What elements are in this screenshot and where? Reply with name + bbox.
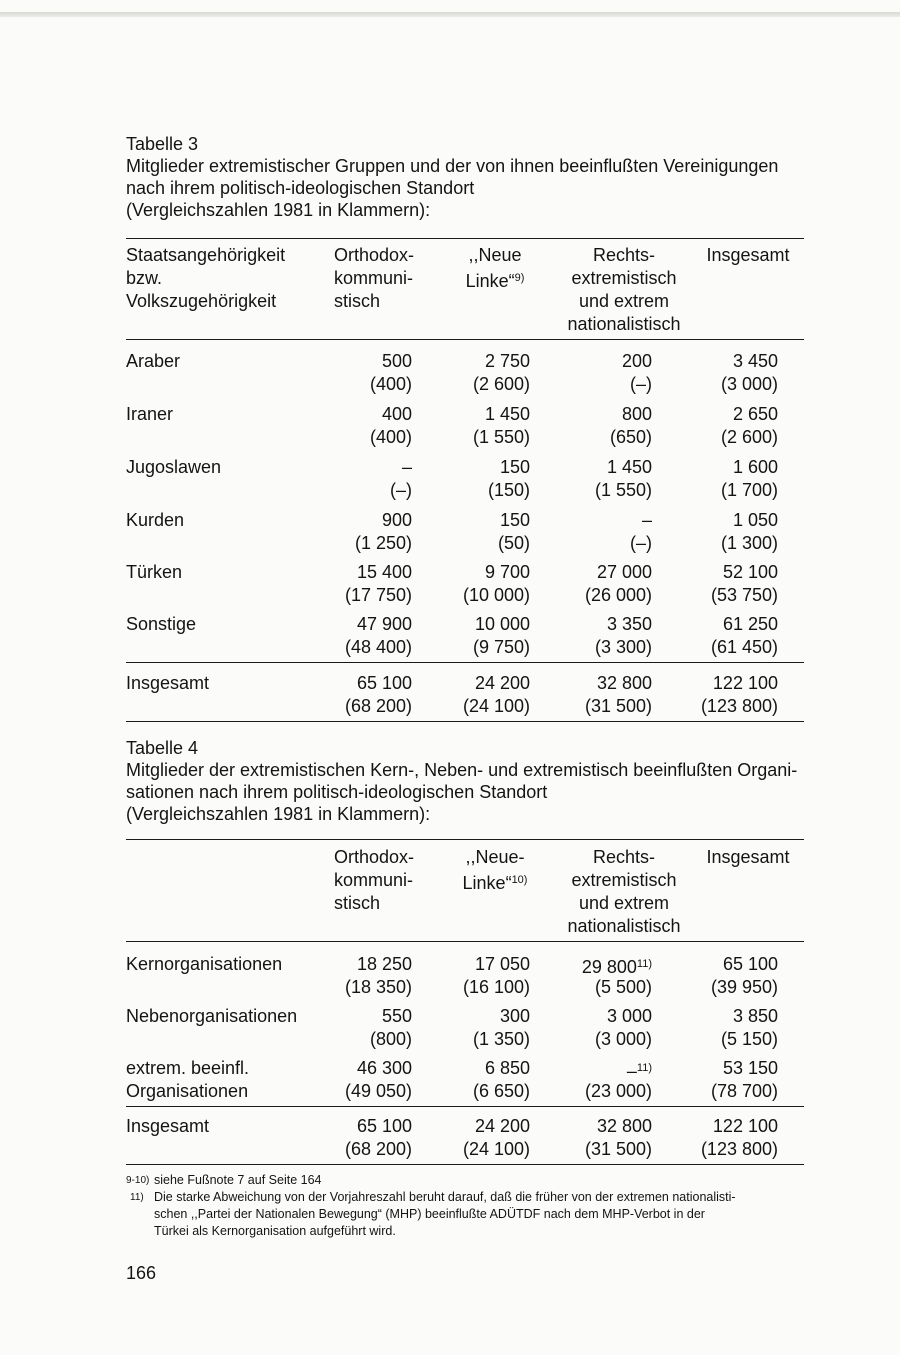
header-cell (440, 869, 550, 895)
total-value: 122 100 (712, 1116, 778, 1136)
header-cell: bzw. (126, 268, 163, 288)
footnotes (126, 1172, 806, 1240)
value-cell: 15 400 (356, 562, 412, 582)
table3-header-rule (126, 339, 804, 340)
total-value: 65 100 (356, 673, 412, 693)
value-cell: 800 (621, 404, 652, 424)
table3-title-line: Mitglieder extremistischer Gruppen und der von ihnen beeinflußten Vereinigungen (126, 156, 779, 176)
total-label: Insgesamt (126, 1116, 210, 1136)
value-cell: (5 500) (594, 977, 652, 997)
header-cell: extremistisch (571, 870, 677, 890)
row-label: Türken (126, 562, 183, 582)
value-cell: 65 100 (722, 954, 778, 974)
value-cell: 1 600 (732, 457, 778, 477)
value-cell: 2 650 (732, 404, 778, 424)
table3-caption (126, 133, 806, 221)
footnote-ref: 10) (511, 874, 528, 886)
table3-top-rule (126, 238, 804, 239)
value-cell: (2 600) (472, 374, 530, 394)
total-value: (31 500) (584, 1139, 652, 1159)
value-cell: 150 (499, 510, 530, 530)
value-cell: 500 (381, 351, 412, 371)
value-cell: 17 050 (474, 954, 530, 974)
table3-title-line: nach ihrem politisch-ideologischen Standort (126, 178, 475, 198)
value-cell: – (641, 510, 652, 530)
header-cell: Orthodox- (334, 847, 415, 867)
value-cell: (1 700) (720, 480, 778, 500)
header-cell: Staatsangehörigkeit (126, 245, 286, 265)
header-cell: und extrem (578, 291, 670, 311)
value-cell: (3 000) (720, 374, 778, 394)
table4-bottom-rule (126, 1164, 804, 1165)
value-cell: 53 150 (722, 1058, 778, 1078)
value-cell: (78 700) (710, 1081, 778, 1101)
footnote-mark: 11) (130, 1192, 144, 1203)
header-cell (440, 267, 550, 293)
total-label: Insgesamt (126, 673, 210, 693)
total-value: 32 800 (596, 1116, 652, 1136)
total-value: (24 100) (462, 1139, 530, 1159)
header-cell: extremistisch (571, 268, 677, 288)
value-cell: – (401, 457, 412, 477)
value-cell: 150 (499, 457, 530, 477)
table4-title-line: Mitglieder der extremistischen Kern-, Neben- und extremistisch beeinflußten Organi- (126, 760, 798, 780)
header-cell: Rechts- (592, 245, 655, 265)
value-cell: (10 000) (462, 585, 530, 605)
header-text: Linke“ (465, 271, 515, 291)
footnote-line: Türkei als Kernorganisation aufgeführt wird. (154, 1224, 396, 1238)
value-cell: (–) (390, 480, 412, 500)
value-cell: 3 350 (606, 614, 652, 634)
header-cell: Orthodox- (334, 245, 415, 265)
footnote-ref: 11) (636, 1062, 652, 1074)
footnote-line: Die starke Abweichung von der Vorjahreszahl beruht darauf, daß die früher von der extremen nationalisti- (154, 1190, 736, 1204)
value-cell: 200 (621, 351, 652, 371)
header-cell: Volkszugehörigkeit (126, 291, 277, 311)
footnote (126, 1189, 806, 1240)
value-cell: (1 550) (594, 480, 652, 500)
table4-title-line: sationen nach ihrem politisch-ideologischen Standort (126, 782, 548, 802)
value-cell: (650) (609, 427, 652, 447)
value-cell: (3 300) (594, 637, 652, 657)
table4-label: Tabelle 4 (126, 738, 199, 758)
value-cell: (39 950) (710, 977, 778, 997)
table3-title-line: (Vergleichszahlen 1981 in Klammern): (126, 200, 431, 220)
footnote (126, 1172, 806, 1189)
value-cell: 550 (381, 1006, 412, 1026)
row-label: extrem. beeinfl. (126, 1058, 250, 1078)
value-cell: (53 750) (710, 585, 778, 605)
table4-total-rule (126, 1106, 804, 1107)
header-cell: nationalistisch (567, 916, 681, 936)
value-cell: (400) (369, 374, 412, 394)
header-cell: stisch (334, 893, 381, 913)
value-cell: (5 150) (720, 1029, 778, 1049)
header-cell: stisch (334, 291, 381, 311)
total-value: 24 200 (474, 673, 530, 693)
value-cell: (17 750) (344, 585, 412, 605)
value-cell: (1 550) (472, 427, 530, 447)
table3-total-rule (126, 662, 804, 663)
value-cell: (3 000) (594, 1029, 652, 1049)
value-cell: (18 350) (344, 977, 412, 997)
value-cell: 47 900 (356, 614, 412, 634)
value-cell: (16 100) (462, 977, 530, 997)
row-label: Organisationen (126, 1081, 249, 1101)
value-cell: (800) (369, 1029, 412, 1049)
value-cell: 2 750 (484, 351, 530, 371)
value-cell: 27 000 (596, 562, 652, 582)
value-cell: 52 100 (722, 562, 778, 582)
value-cell: 18 250 (356, 954, 412, 974)
value-cell: (400) (369, 427, 412, 447)
value-cell: (1 250) (354, 533, 412, 553)
value-cell: 3 850 (732, 1006, 778, 1026)
value-cell: 6 850 (484, 1058, 530, 1078)
table3-bottom-rule (126, 721, 804, 722)
header-cell: kommuni- (334, 870, 414, 890)
header-cell: nationalistisch (567, 314, 681, 334)
value-cell: (–) (630, 533, 652, 553)
value-cell: (23 000) (584, 1081, 652, 1101)
value-cell: 1 450 (606, 457, 652, 477)
row-label: Araber (126, 351, 181, 371)
value-cell: 46 300 (356, 1058, 412, 1078)
value-cell: (48 400) (344, 637, 412, 657)
value-cell: (26 000) (584, 585, 652, 605)
value-cell: (9 750) (472, 637, 530, 657)
value-cell: 1 050 (732, 510, 778, 530)
value-cell: 3 450 (732, 351, 778, 371)
value-cell: (2 600) (720, 427, 778, 447)
value-cell: (1 300) (720, 533, 778, 553)
row-label: Sonstige (126, 614, 197, 634)
value-cell: 400 (381, 404, 412, 424)
value-cell: (150) (487, 480, 530, 500)
table4-caption (126, 737, 806, 825)
header-cell: und extrem (578, 893, 670, 913)
value-cell: (61 450) (710, 637, 778, 657)
value-cell: (–) (630, 374, 652, 394)
page-number: 166 (126, 1263, 157, 1283)
scan-edge (0, 12, 900, 17)
value-text: 29 800 (581, 957, 637, 977)
header-text: Linke“ (462, 873, 512, 893)
value-cell: (49 050) (344, 1081, 412, 1101)
total-value: (24 100) (462, 696, 530, 716)
table4-top-rule (126, 839, 804, 840)
total-value: 32 800 (596, 673, 652, 693)
total-value: (68 200) (344, 696, 412, 716)
header-cell: Rechts- (592, 847, 655, 867)
row-label: Kernorganisationen (126, 954, 283, 974)
table4-title-line: (Vergleichszahlen 1981 in Klammern): (126, 804, 431, 824)
footnote-line: siehe Fußnote 7 auf Seite 164 (154, 1173, 322, 1187)
value-cell: 300 (499, 1006, 530, 1026)
row-label: Kurden (126, 510, 185, 530)
total-value: (68 200) (344, 1139, 412, 1159)
row-label: Nebenorganisationen (126, 1006, 298, 1026)
value-cell: 61 250 (722, 614, 778, 634)
value-cell: (50) (497, 533, 530, 553)
value-cell: (1 350) (472, 1029, 530, 1049)
row-label: Iraner (126, 404, 174, 424)
footnote-mark: 9-10) (126, 1175, 150, 1186)
header-cell: Insgesamt (706, 847, 790, 867)
value-text: – (626, 1061, 637, 1081)
total-value: 24 200 (474, 1116, 530, 1136)
value-cell: 10 000 (474, 614, 530, 634)
header-cell: Insgesamt (706, 245, 790, 265)
total-value: 65 100 (356, 1116, 412, 1136)
value-cell: 9 700 (484, 562, 530, 582)
total-value: (123 800) (700, 1139, 778, 1159)
total-value: (31 500) (584, 696, 652, 716)
footnote-ref: 9) (514, 272, 525, 284)
footnote-ref: 11) (636, 958, 652, 970)
header-cell: kommuni- (334, 268, 414, 288)
footnote-line: schen ,,Partei der Nationalen Bewegung“ (MHP) beeinflußte ADÜTDF nach dem MHP-Verbot in der (154, 1207, 705, 1221)
value-cell: 900 (381, 510, 412, 530)
total-value: (123 800) (700, 696, 778, 716)
table4-header-rule (126, 941, 804, 942)
header-cell: ,,Neue- (465, 847, 525, 867)
row-label: Jugoslawen (126, 457, 222, 477)
value-cell: (6 650) (472, 1081, 530, 1101)
table3-label: Tabelle 3 (126, 134, 199, 154)
header-cell: ,,Neue (468, 245, 522, 265)
value-cell: 1 450 (484, 404, 530, 424)
total-value: 122 100 (712, 673, 778, 693)
value-cell: 3 000 (606, 1006, 652, 1026)
